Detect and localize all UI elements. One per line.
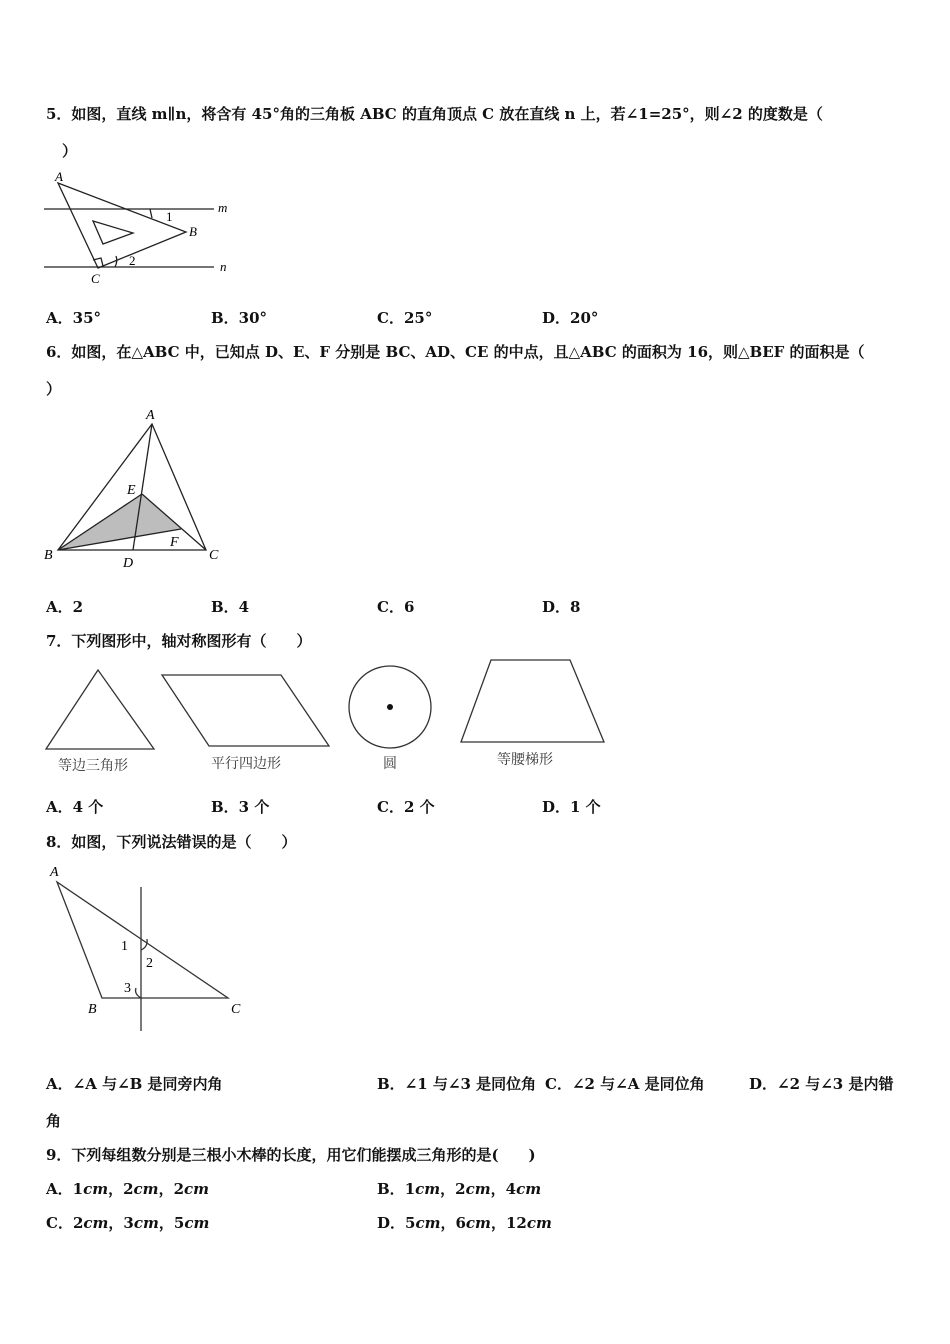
q5-label-C: C — [91, 271, 100, 286]
unit: cm — [133, 1214, 159, 1232]
q9-option-a[interactable] — [46, 1178, 209, 1199]
q9-a-len2: 2 — [123, 1180, 134, 1198]
q9-d-len2: 6 — [455, 1214, 466, 1232]
q8-option-d[interactable]: D．∠2 与∠3 是内错 — [749, 1075, 894, 1093]
unit: cm — [184, 1214, 210, 1232]
q9-c-len1: 2 — [72, 1214, 84, 1232]
q9-c-len3: 5 — [173, 1214, 185, 1232]
q9-option-b[interactable] — [377, 1178, 541, 1199]
q6-label-A: A — [146, 408, 155, 423]
q5-angle-1: 1 — [166, 209, 173, 224]
sep: ， — [158, 1214, 174, 1232]
q7-stem: 7．下列图形中，轴对称图形有（ ） — [46, 632, 312, 650]
q9-d-len1: 5 — [405, 1214, 416, 1232]
q5-option-a[interactable]: A．35° — [46, 309, 102, 327]
q7-caption-3: 圆 — [383, 756, 397, 772]
sep: ， — [108, 1180, 124, 1198]
q7-option-c[interactable]: C．2 个 — [377, 798, 435, 816]
unit: cm — [516, 1180, 542, 1198]
q6-label-E: E — [127, 483, 136, 498]
q8-label-C: C — [231, 1002, 241, 1017]
q8-option-c[interactable]: C．∠2 与∠A 是同位角 — [545, 1075, 705, 1093]
q6-label-B: B — [44, 548, 53, 563]
q6-label-D: D — [123, 556, 134, 571]
q6-option-a[interactable]: A．2 — [46, 598, 84, 616]
q9-b-len3: 4 — [505, 1180, 517, 1198]
q9-option-d[interactable] — [377, 1212, 552, 1233]
sep: ， — [158, 1180, 174, 1198]
q9-a-len1: 1 — [72, 1180, 84, 1198]
sep: ， — [490, 1214, 506, 1232]
q5-stem: 5．如图，直线 m∥n，将含有 45°角的三角板 ABC 的直角顶点 C 放在直线 n 上，若∠1=25°，则∠2 的度数是（ — [46, 105, 823, 123]
q6-label-C: C — [209, 548, 219, 563]
q5-label-n: n — [220, 259, 227, 274]
q5-label-A: A — [55, 169, 63, 184]
q5-stem-end: ） — [62, 142, 78, 160]
q5-label-B: B — [189, 224, 197, 239]
q6-option-d[interactable]: D．8 — [542, 598, 581, 616]
q8-option-d-wrap: 角 — [46, 1112, 62, 1130]
unit: cm — [83, 1180, 109, 1198]
sep: ， — [108, 1214, 124, 1232]
q8-option-b[interactable]: B．∠1 与∠3 是同位角 — [377, 1075, 537, 1093]
sep: ， — [440, 1214, 456, 1232]
q8-angle-2: 2 — [146, 956, 153, 971]
q7-caption-4: 等腰梯形 — [497, 752, 553, 768]
unit: cm — [133, 1180, 159, 1198]
q5-option-d[interactable]: D．20° — [542, 309, 599, 327]
q9-c-len2: 3 — [123, 1214, 134, 1232]
q9-d-len3: 12 — [505, 1214, 527, 1232]
q8-option-a[interactable]: A．∠A 与∠B 是同旁内角 — [46, 1075, 223, 1093]
unit: cm — [465, 1214, 491, 1232]
q7-option-b[interactable]: B．3 个 — [211, 798, 270, 816]
q6-stem: 6．如图，在△ABC 中，已知点 D、E、F 分别是 BC、AD、CE 的中点，且△ABC 的面积为 16，则△BEF 的面积是（ — [46, 343, 865, 361]
q9-option-c-label: C． — [46, 1214, 73, 1232]
unit: cm — [415, 1180, 441, 1198]
q5-label-m: m — [218, 200, 228, 215]
q7-option-d[interactable]: D．1 个 — [542, 798, 601, 816]
q7-caption-1: 等边三角形 — [58, 758, 128, 774]
q6-option-b[interactable]: B．4 — [211, 598, 250, 616]
q7-caption-2: 平行四边形 — [211, 756, 281, 772]
unit: cm — [526, 1214, 552, 1232]
unit: cm — [83, 1214, 109, 1232]
q9-stem: 9．下列每组数分别是三根小木棒的长度，用它们能摆成三角形的是( ) — [46, 1146, 536, 1164]
q6-label-F: F — [170, 535, 179, 550]
q9-option-d-label: D． — [377, 1214, 406, 1232]
q8-label-A: A — [50, 865, 59, 880]
q8-angle-3: 3 — [124, 981, 131, 996]
q9-option-a-label: A． — [46, 1180, 73, 1198]
q8-angle-1: 1 — [121, 939, 128, 954]
sep: ， — [490, 1180, 506, 1198]
q9-option-c[interactable] — [46, 1212, 209, 1233]
q9-option-b-label: B． — [377, 1180, 405, 1198]
q5-option-c[interactable]: C．25° — [377, 309, 433, 327]
q7-option-a[interactable]: A．4 个 — [46, 798, 104, 816]
q6-stem-end: ） — [46, 380, 62, 398]
unit: cm — [184, 1180, 210, 1198]
q5-angle-2: 2 — [129, 253, 136, 268]
unit: cm — [415, 1214, 441, 1232]
q9-b-len2: 2 — [455, 1180, 466, 1198]
q8-stem: 8．如图，下列说法错误的是（ ） — [46, 833, 297, 851]
q5-option-b[interactable]: B．30° — [211, 309, 268, 327]
q6-option-c[interactable]: C．6 — [377, 598, 415, 616]
q8-label-B: B — [88, 1002, 97, 1017]
q9-b-len1: 1 — [404, 1180, 416, 1198]
unit: cm — [465, 1180, 491, 1198]
q9-a-len3: 2 — [173, 1180, 185, 1198]
sep: ， — [440, 1180, 456, 1198]
